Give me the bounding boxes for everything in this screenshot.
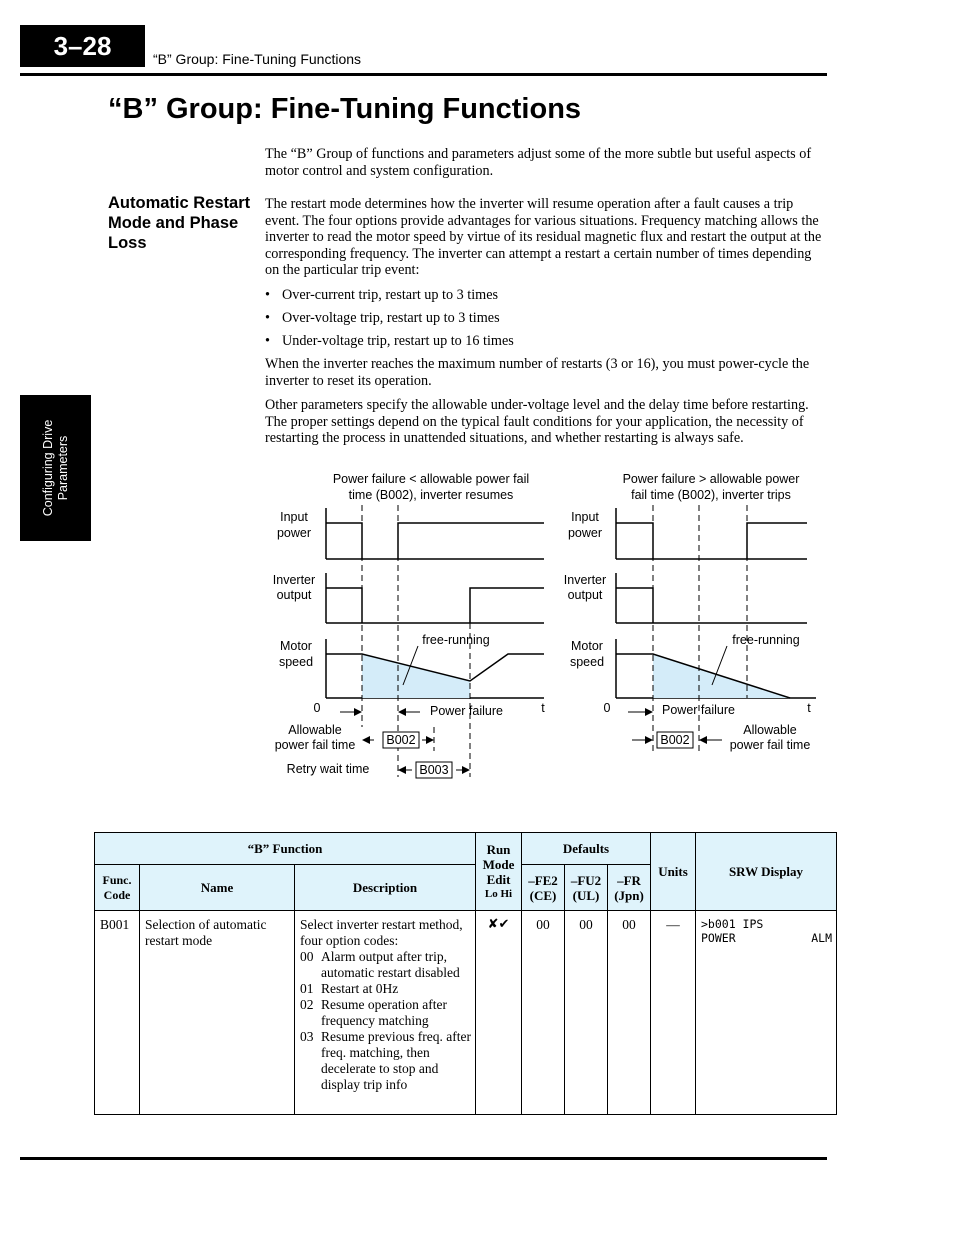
left-speed-label: Motor <box>280 639 312 653</box>
right-allowable-label: Allowable <box>743 723 797 737</box>
subheading: Automatic Restart Mode and Phase Loss <box>108 194 251 252</box>
srw-display-header: SRW Display <box>696 833 837 911</box>
bullet-item: • Over-voltage trip, restart up to 3 times <box>265 310 500 326</box>
run-mode-header: Run Mode Edit Lo Hi <box>476 833 522 911</box>
header-rule <box>20 73 827 76</box>
func-code-header: Func. Code <box>95 865 140 911</box>
fr-header: –FR (Jpn) <box>608 865 651 911</box>
left-t-label: t <box>541 701 545 715</box>
fu2-header: –FU2 (UL) <box>565 865 608 911</box>
powercycle-paragraph: When the inverter reaches the maximum number of restarts (3 or 16), you must power-cycle the inverter to reset its operation. <box>265 356 810 389</box>
fe2-header: –FE2 (CE) <box>522 865 565 911</box>
left-title-line2: time (B002), inverter resumes <box>348 488 514 502</box>
left-free-running-label: free-running <box>422 633 490 647</box>
left-power-failure-label: Power failure <box>430 704 503 718</box>
description-header: Description <box>295 865 476 911</box>
left-input-label: Input <box>280 510 308 524</box>
page-number: 3–28 <box>53 30 112 61</box>
restart-timing-diagram <box>260 465 820 795</box>
footer-rule <box>20 1157 827 1160</box>
func-code-cell: B001 <box>95 911 140 1115</box>
name-cell: Selection of automatic restart mode <box>140 911 295 1115</box>
restart-paragraph: The restart mode determines how the inverter will resume operation after a fault causes a trip event. The four options provide advantages for various situations. Frequency matching allows the inverter to read the motor speed by virtue of its residual magnetic flux and restart the output at the corresponding frequency. The inverter can attempt a restart a certain number of times depending on the particular trip event: <box>265 196 822 278</box>
parameter-table <box>94 832 837 1115</box>
bullet-item: • Over-current trip, restart up to 3 times <box>265 287 499 303</box>
page-number-tab <box>20 25 145 67</box>
right-power-failure-label: Power failure <box>662 703 735 717</box>
side-tab-label: Configuring Drive Parameters <box>40 419 70 517</box>
bullet-item: • Under-voltage trip, restart up to 16 times <box>265 333 514 349</box>
units-cell: — <box>651 911 696 1115</box>
side-tab <box>20 395 91 541</box>
srw-display-cell: >b001 IPS POWER ALM <box>696 911 837 1115</box>
left-b002-label: B002 <box>386 733 416 747</box>
left-b003-label: B003 <box>419 763 449 777</box>
right-title-line1: Power failure > allowable power <box>622 472 800 486</box>
section-title: “B” Group: Fine-Tuning Functions <box>108 93 582 125</box>
left-output-label: output <box>276 588 312 602</box>
fu2-cell: 00 <box>565 911 608 1115</box>
right-speed-label: speed <box>569 655 605 669</box>
table-row <box>95 911 837 1115</box>
units-header: Units <box>651 833 696 911</box>
left-input-label: power <box>276 526 312 540</box>
left-diagram <box>273 472 545 778</box>
right-title-line2: fail time (B002), inverter trips <box>631 488 791 502</box>
right-diagram <box>564 472 816 752</box>
left-title-line1: Power failure < allowable power fail <box>332 472 530 486</box>
right-zero-label: 0 <box>603 701 611 715</box>
right-input-label: power <box>567 526 603 540</box>
name-header: Name <box>140 865 295 911</box>
right-speed-label: Motor <box>571 639 603 653</box>
defaults-header: Defaults <box>522 833 651 865</box>
right-b002-label: B002 <box>660 733 690 747</box>
right-t-label: t <box>807 701 811 715</box>
description-cell: Select inverter restart method, four option codes: 00 Alarm output after trip, automatic restart disabled 01 Restart at 0Hz 02 Resume operation after frequency matching 03 Resume previous freq. after freq. matching, then decelerate to stop and display trip info <box>295 911 476 1115</box>
left-output-label: Inverter <box>272 573 316 587</box>
other-parameters-paragraph: Other parameters specify the allowable under-voltage level and the delay time before restarting. The proper settings depend on the typical fault conditions for your application, the necessity of restarting the process in unattended situations, and whether restarting is always safe. <box>265 397 809 446</box>
right-input-label: Input <box>571 510 599 524</box>
left-allowable-label: power fail time <box>274 738 356 752</box>
left-retry-label: Retry wait time <box>286 762 370 776</box>
running-header: “B” Group: Fine-Tuning Functions <box>153 51 362 67</box>
right-output-label: output <box>567 588 603 602</box>
fe2-cell: 00 <box>522 911 565 1115</box>
function-header: “B” Function <box>95 833 476 865</box>
fr-cell: 00 <box>608 911 651 1115</box>
right-output-label: Inverter <box>563 573 607 587</box>
left-zero-label: 0 <box>313 701 321 715</box>
run-mode-cell: ✘✔ <box>476 911 522 1115</box>
left-speed-label: speed <box>278 655 314 669</box>
intro-paragraph: The “B” Group of functions and parameters adjust some of the more subtle but useful aspects of motor control and system configuration. <box>265 146 812 179</box>
right-free-running-label: free-running <box>732 633 800 647</box>
right-allowable-label: power fail time <box>729 738 811 752</box>
left-allowable-label: Allowable <box>288 723 342 737</box>
